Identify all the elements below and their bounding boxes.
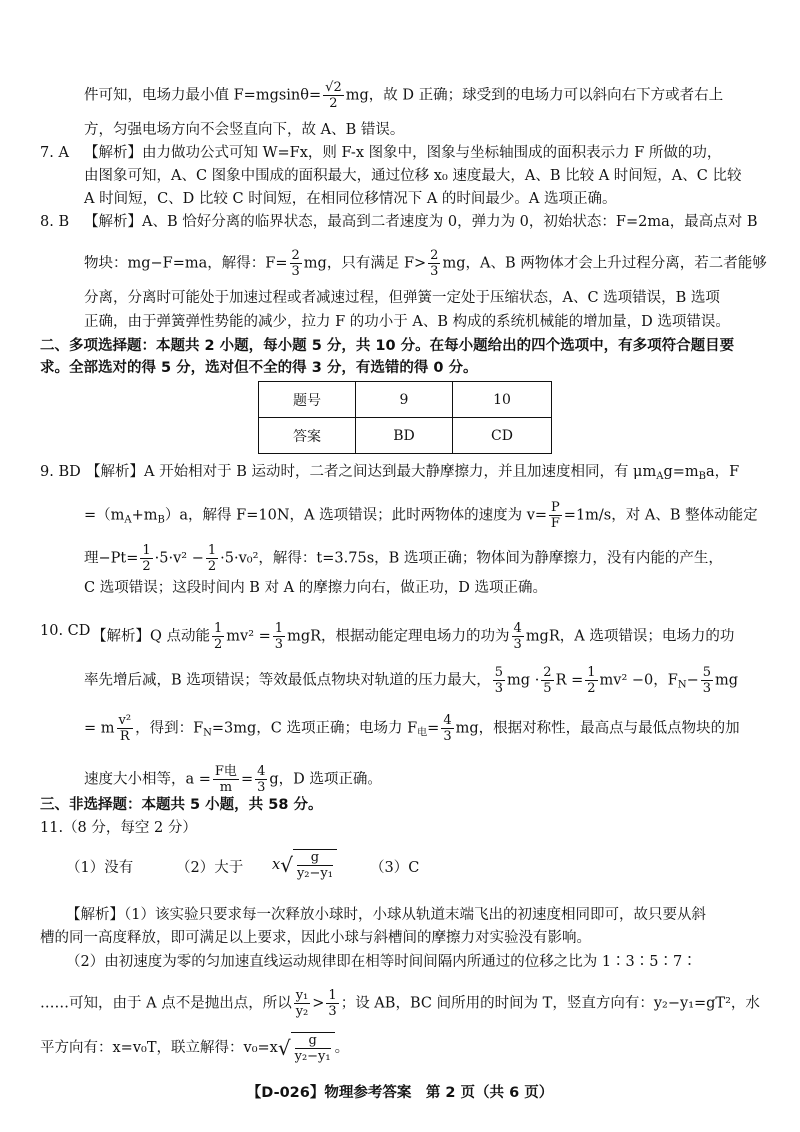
text: ·5·v² − xyxy=(154,550,204,567)
fraction: $\frac{2}{3}$ xyxy=(291,248,300,279)
text: ；设 AB，BC 间所用的时间为 T，竖直方向有：y₂−y₁=gT²，水 xyxy=(340,995,760,1012)
text: （2）大于 xyxy=(176,860,244,876)
fraction: $\frac{\text{y₁}}{\text{y₂}}$ xyxy=(295,988,309,1019)
formula: mg xyxy=(442,255,466,272)
fraction: $\frac{P}{F}$ xyxy=(550,500,560,531)
text-line xyxy=(84,212,758,232)
text-line xyxy=(84,543,723,574)
text: ，得到：F xyxy=(135,720,204,737)
fraction: $\frac{1}{3}$ xyxy=(274,621,284,652)
variable: x xyxy=(272,857,281,873)
text: 二、多项选择题：本题共 2 小题，每小题 5 分，共 10 分。在每小题给出的四个选项中，有多项符合题目要 xyxy=(40,338,735,354)
table-row xyxy=(259,382,552,418)
table-cell: BD xyxy=(356,418,453,454)
formula: F=mgsinθ= xyxy=(233,87,322,104)
text: （3）C xyxy=(370,860,420,876)
fraction: $\frac{5}{3}$ xyxy=(702,665,712,696)
text: 由图象可知，A、C 图象中围成的面积最大，通过位移 x₀ 速度最大，A、B 比较 A 时间短，A、C 比较 xyxy=(84,168,742,184)
text: 求。全部选对的得 5 分，选对但不全的得 3 分，有选错的得 0 分。 xyxy=(40,360,478,376)
fraction: $\frac{\text{v²}}{R}$ xyxy=(118,713,132,744)
text-line xyxy=(92,621,734,652)
text: 【解析】A 开始相对于 B 运动时，二者之间达到最大静摩擦力，并且加速度相同，有 μm xyxy=(86,464,657,480)
text-line xyxy=(84,80,723,111)
question-7 xyxy=(40,143,69,163)
question-10 xyxy=(40,621,90,641)
text-line xyxy=(84,120,404,140)
question-label: 7. A xyxy=(40,145,69,161)
question-8 xyxy=(40,212,69,232)
text: 【解析】A、B 恰好分离的临界状态，最高到二者速度为 0，弹力为 0，初始状态：F=2ma，最高点对 B xyxy=(84,214,758,230)
table-cell: 答案 xyxy=(259,418,356,454)
text: ，只有满足 xyxy=(326,255,404,272)
question-11 xyxy=(40,818,197,838)
text: g，D 选项正确。 xyxy=(269,771,382,788)
subscript: A xyxy=(656,471,664,482)
fraction: $\frac{4}{3}$ xyxy=(257,764,266,795)
text-line xyxy=(84,578,547,598)
fraction: $\frac{1}{2}$ xyxy=(587,665,596,696)
fraction: $\frac{\text{F电}}{m}$ xyxy=(214,764,237,795)
text: − xyxy=(686,672,699,689)
formula: > xyxy=(312,995,325,1012)
answer-line xyxy=(66,858,133,878)
text-line xyxy=(84,248,767,279)
subscript: N xyxy=(203,727,212,739)
text: 【解析】Q 点动能 xyxy=(92,628,210,645)
text: a，F xyxy=(706,464,740,480)
text: 。 xyxy=(334,1040,350,1056)
section-heading xyxy=(40,358,478,378)
text: 方，匀强电场方向不会竖直向下，故 A、B 错误。 xyxy=(84,122,405,138)
text: （1）没有 xyxy=(66,860,134,876)
text: 三、非选择题：本题共 5 小题，共 58 分。 xyxy=(40,797,323,813)
text-line xyxy=(84,143,721,163)
subscript: A xyxy=(124,514,132,526)
text: C 选项错误；这段时间内 B 对 A 的摩擦力向右，做正功，D 选项正确。 xyxy=(84,580,547,596)
question-label: 8. B xyxy=(40,214,70,230)
text-line xyxy=(84,713,740,744)
text: 槽的同一高度释放，即可满足以上要求，因此小球与斜槽间的摩擦力对实验没有影响。 xyxy=(40,930,591,946)
subscript: N xyxy=(677,679,687,691)
text: mgR，根据动能定理电场力的功为 xyxy=(287,628,510,645)
fraction: $\frac{5}{3}$ xyxy=(494,665,504,696)
text: mgR，A 选项错误；电场力的功 xyxy=(525,628,735,645)
text-line xyxy=(86,462,739,487)
fraction: $\frac{1}{3}$ xyxy=(328,988,337,1019)
text: = xyxy=(240,771,254,788)
square-root: √ $\frac{g}{\text{y₂−y₁}}$ xyxy=(278,1032,335,1064)
fraction: $\frac{2}{3}$ xyxy=(430,248,439,279)
fraction: $\frac{1}{2}$ xyxy=(207,543,217,574)
fraction: $\frac{1}{2}$ xyxy=(214,621,223,652)
text: 【解析】由力做功公式可知 W=Fx，则 F-x 图象中，图象与坐标轴围成的面积表示力 F 所做的功， xyxy=(84,145,722,161)
formula: mg xyxy=(303,255,327,272)
text-line xyxy=(40,928,591,948)
text-line xyxy=(84,189,617,209)
text: mg xyxy=(715,672,739,689)
answer-line xyxy=(370,858,419,878)
text-line xyxy=(40,1032,349,1064)
text: R = xyxy=(555,672,584,689)
text: = m xyxy=(84,720,115,737)
text-line xyxy=(84,288,720,308)
formula: F= xyxy=(265,255,288,272)
question-9 xyxy=(40,462,81,482)
text-line xyxy=(40,988,760,1019)
table-cell: 9 xyxy=(356,382,453,418)
text: mv² −0，F xyxy=(599,672,678,689)
text: g=m xyxy=(663,464,699,480)
subscript: B xyxy=(698,471,707,482)
text: 物块：mg−F=ma，解得： xyxy=(84,255,266,272)
text: 率先增后减，B 选项错误；等效最低点物块对轨道的压力最大， xyxy=(84,672,491,689)
square-root: √ $\frac{g}{\text{y₂−y₁}}$ xyxy=(280,849,337,881)
text: A 时间短，C、D 比较 C 时间短，在相同位移情况下 A 的时间最少。A 选项正确。 xyxy=(84,191,617,207)
text: ，A、B 两物体才会上升过程分离，若二者能够 xyxy=(465,255,767,272)
text: 【解析】（1）该实验只要求每一次释放小球时，小球从轨道末端飞出的初速度相同即可，故只要从斜 xyxy=(66,907,706,923)
section-heading xyxy=(40,336,734,356)
answer-line xyxy=(176,858,243,878)
text: ……可知，由于 A 点不是抛出点，所以 xyxy=(40,995,292,1012)
table-cell: 10 xyxy=(453,382,552,418)
subscript: 电 xyxy=(417,727,428,739)
text: =1m/s，对 A、B 整体动能定 xyxy=(563,507,758,524)
text: 平方向有：x=v₀T，联立解得：v₀=x xyxy=(40,1040,278,1056)
text: ，故 D 正确；球受到的电场力可以斜向右下方或者右上 xyxy=(368,87,724,104)
text-line xyxy=(66,905,706,925)
formula-line xyxy=(272,849,337,881)
text-line xyxy=(84,665,738,696)
text: 速度大小相等，a = xyxy=(84,771,211,788)
text: mg · xyxy=(507,672,540,689)
text: 分离，分离时可能处于加速过程或者减速过程，但弹簧一定处于压缩状态，A、C 选项错误，B 选项 xyxy=(84,290,720,306)
text: =（m xyxy=(84,507,125,524)
text: mv² = xyxy=(226,628,271,645)
table-cell: 题号 xyxy=(259,382,356,418)
text-line xyxy=(84,312,730,332)
question-label: 10. CD xyxy=(40,623,91,639)
text-line xyxy=(66,952,697,972)
subscript: B xyxy=(157,514,165,526)
table-cell: CD xyxy=(453,418,552,454)
formula: F> xyxy=(403,255,427,272)
text: 件可知，电场力最小值 xyxy=(84,87,234,104)
page-footer: 【D-026】物理参考答案 第 2 页（共 6 页） xyxy=(246,1085,554,1101)
fraction: $\frac{1}{2}$ xyxy=(142,543,151,574)
table-row xyxy=(259,418,552,454)
answer-table xyxy=(258,381,552,454)
fraction: $\frac{2}{5}$ xyxy=(543,665,552,696)
text: 正确，由于弹簧弹性势能的减少，拉力 F 的功小于 A、B 构成的系统机械能的增加量，D 选项错误。 xyxy=(84,314,730,330)
text: = xyxy=(427,720,440,737)
text: ）a，解得 F=10N，A 选项错误；此时两物体的速度为 v= xyxy=(164,507,548,524)
fraction: $\frac{√2}{2}$ xyxy=(325,80,342,111)
question-label: 9. BD xyxy=(40,464,81,480)
text: =3mg，C 选项正确；电场力 F xyxy=(211,720,418,737)
text: （2）由初速度为零的匀加速直线运动规律即在相等时间间隔内所通过的位移之比为 1∶3∶5∶7∶ xyxy=(66,954,697,970)
text: 理−Pt= xyxy=(84,550,139,567)
text-line xyxy=(84,500,758,531)
formula: mg xyxy=(345,87,369,104)
text-line xyxy=(84,166,741,186)
section-heading xyxy=(40,795,322,815)
text: mg，根据对称性，最高点与最低点物块的加 xyxy=(455,720,740,737)
text: 11.（8 分，每空 2 分） xyxy=(40,820,197,836)
text: +m xyxy=(131,507,158,524)
fraction: $\frac{4}{3}$ xyxy=(443,713,452,744)
fraction: $\frac{4}{3}$ xyxy=(513,621,522,652)
text-line xyxy=(84,764,382,795)
text: ·5·v₀²，解得：t=3.75s，B 选项正确；物体间为静摩擦力，没有内能的产生， xyxy=(220,550,723,567)
